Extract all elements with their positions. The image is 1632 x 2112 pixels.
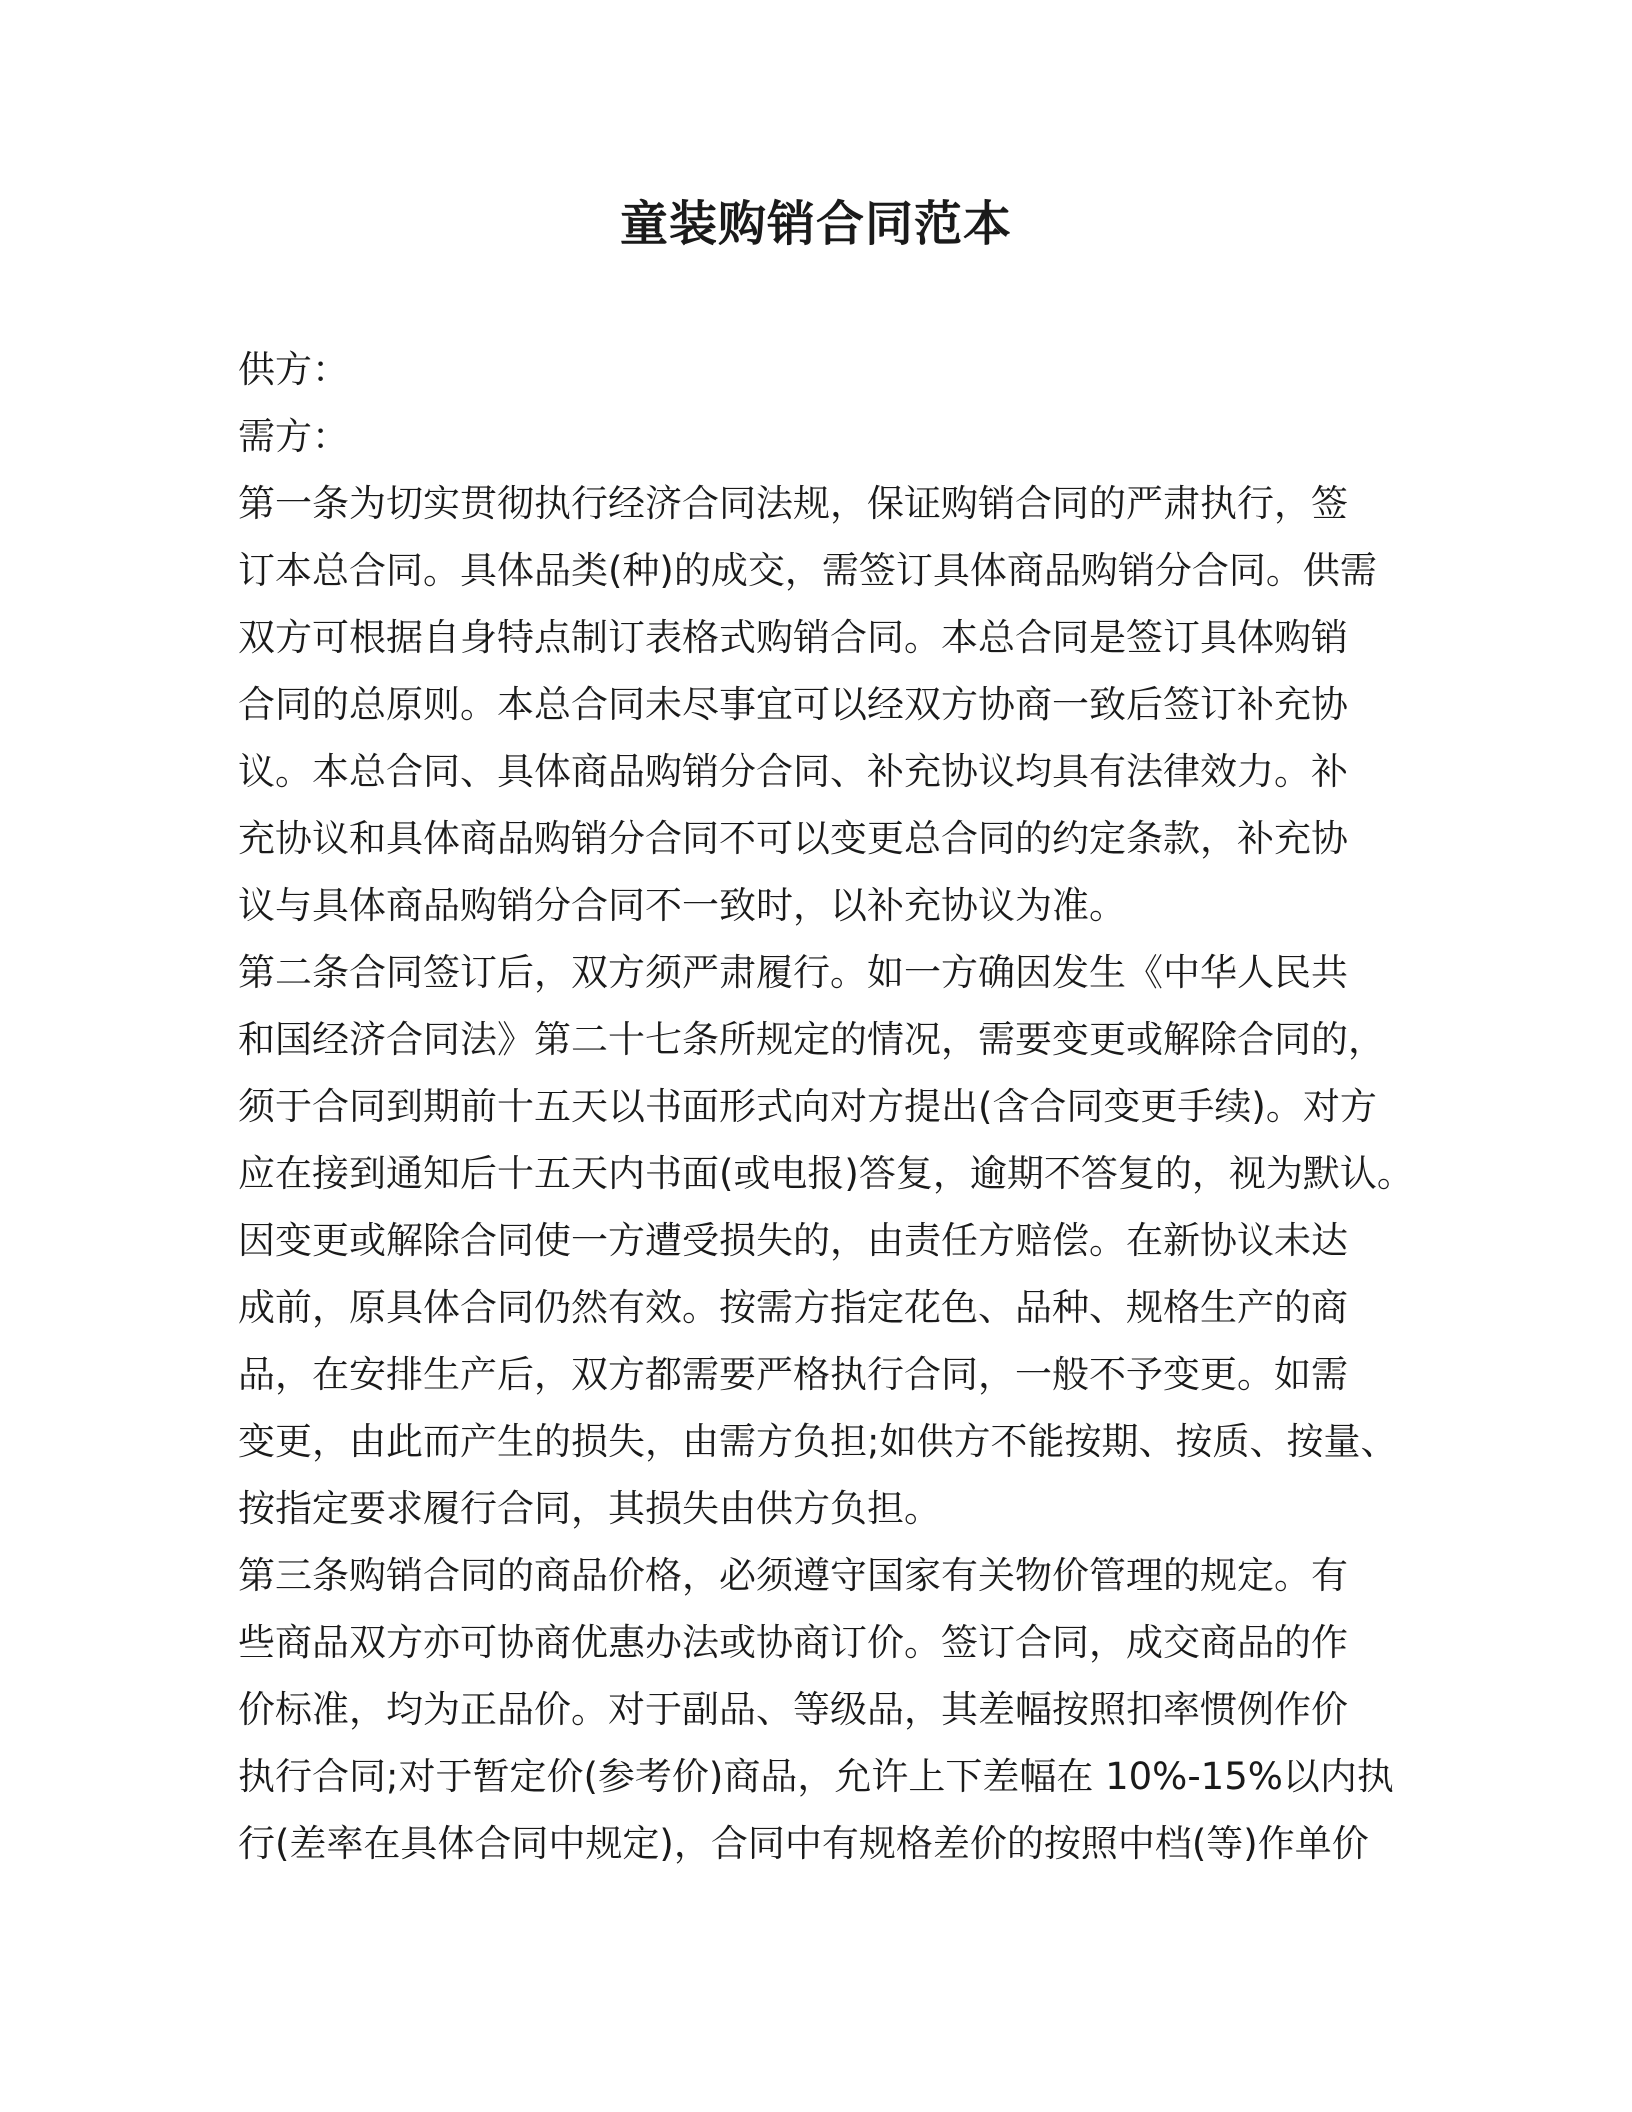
body-line: 第一条为切实贯彻执行经济合同法规，保证购销合同的严肃执行，签 xyxy=(238,482,1348,525)
body-line: 执行合同;对于暂定价(参考价)商品，允许上下差幅在 10%-15%以内执 xyxy=(238,1755,1394,1798)
body-line: 须于合同到期前十五天以书面形式向对方提出(含合同变更手续)。对方 xyxy=(238,1085,1377,1128)
body-line: 成前，原具体合同仍然有效。按需方指定花色、品种、规格生产的商 xyxy=(238,1286,1348,1329)
body-line: 双方可根据自身特点制订表格式购销合同。本总合同是签订具体购销 xyxy=(238,616,1348,659)
body-line: 按指定要求履行合同，其损失由供方负担。 xyxy=(238,1487,941,1530)
body-line: 应在接到通知后十五天内书面(或电报)答复，逾期不答复的，视为默认。 xyxy=(238,1152,1414,1195)
body-line: 行(差率在具体合同中规定)，合同中有规格差价的按照中档(等)作单价 xyxy=(238,1822,1369,1865)
body-line: 和国经济合同法》第二十七条所规定的情况，需要变更或解除合同的， xyxy=(238,1018,1385,1061)
document-body xyxy=(238,336,1414,1877)
body-line: 些商品双方亦可协商优惠办法或协商订价。签订合同，成交商品的作 xyxy=(238,1621,1348,1664)
body-line: 合同的总原则。本总合同未尽事宜可以经双方协商一致后签订补充协 xyxy=(238,683,1348,726)
body-line: 品，在安排生产后，双方都需要严格执行合同，一般不予变更。如需 xyxy=(238,1353,1348,1396)
body-line: 充协议和具体商品购销分合同不可以变更总合同的约定条款，补充协 xyxy=(238,817,1348,860)
body-line: 议与具体商品购销分合同不一致时，以补充协议为准。 xyxy=(238,884,1126,927)
supplier-line: 供方： xyxy=(238,348,349,391)
buyer-line: 需方： xyxy=(238,415,349,458)
document-title: 童装购销合同范本 xyxy=(619,196,1012,252)
body-line: 第三条购销合同的商品价格，必须遵守国家有关物价管理的规定。有 xyxy=(238,1554,1348,1597)
body-line: 因变更或解除合同使一方遭受损失的，由责任方赔偿。在新协议未达 xyxy=(238,1219,1348,1262)
body-line: 议。本总合同、具体商品购销分合同、补充协议均具有法律效力。补 xyxy=(238,750,1348,793)
body-line: 第二条合同签订后，双方须严肃履行。如一方确因发生《中华人民共 xyxy=(238,951,1348,994)
body-line: 订本总合同。具体品类(种)的成交，需签订具体商品购销分合同。供需 xyxy=(238,549,1377,592)
body-line: 价标准，均为正品价。对于副品、等级品，其差幅按照扣率惯例作价 xyxy=(238,1688,1348,1731)
body-line: 变更，由此而产生的损失，由需方负担;如供方不能按期、按质、按量、 xyxy=(238,1420,1398,1463)
